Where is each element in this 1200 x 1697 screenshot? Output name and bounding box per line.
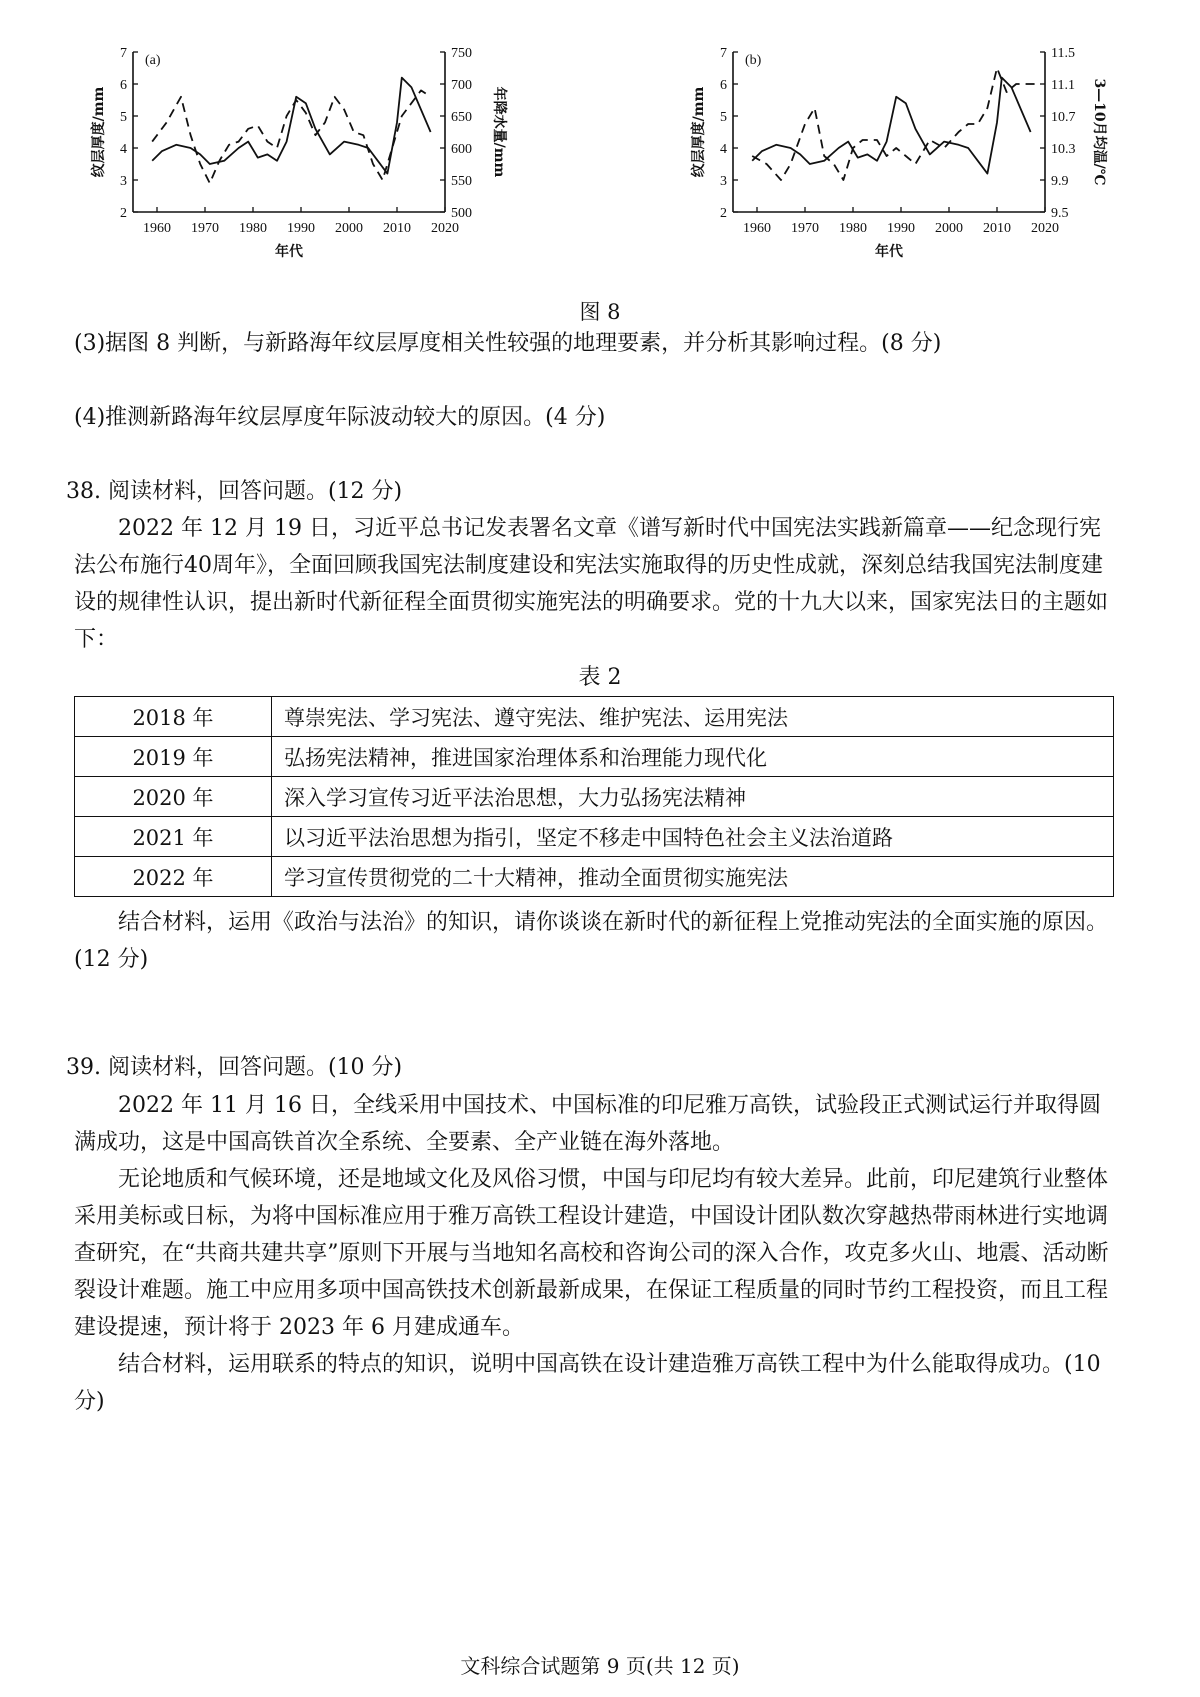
figure-caption: 图 8	[579, 300, 621, 324]
question-38-intro: 2022 年 12 月 19 日，习近平总书记发表署名文章《谱写新时代中国宪法实践新篇章——纪念现行宪法公布施行40周年》，全面回顾我国宪法制度建设和宪法实施取得的历史性成就，深刻总结我国宪法制度建设的规律性认识，提出新时代新征程全面贯彻实施宪法的明确要求。党的十九大以来，国家宪法日的主题如下：	[74, 516, 1109, 652]
table-cell-year: 2019 年	[75, 737, 272, 777]
y-tick-label-right: 11.5	[1051, 46, 1075, 61]
x-tick-label: 2000	[335, 221, 363, 236]
y-tick-label-right: 10.7	[1051, 110, 1076, 125]
constitution-day-themes-table	[74, 696, 1114, 897]
panel-label: (b)	[745, 53, 762, 68]
y-tick-label-left: 6	[120, 78, 127, 93]
y-tick-label-left: 4	[120, 142, 127, 157]
y-tick-label-left: 7	[720, 46, 727, 61]
y-tick-label-right: 650	[451, 110, 472, 125]
table-row	[75, 777, 1114, 817]
question-38-prompt: 结合材料，运用《政治与法治》的知识，请你谈谈在新时代的新征程上党推动宪法的全面实施的原因。(12 分)	[74, 910, 1109, 972]
y-axis-label-left: 纹层厚度/mm	[91, 86, 107, 178]
table-row	[75, 697, 1114, 737]
table-title: 表 2	[578, 665, 622, 690]
x-tick-label: 2020	[1031, 221, 1059, 236]
y-tick-label-right: 600	[451, 142, 472, 157]
question-4: (4)推测新路海年纹层厚度年际波动较大的原因。(4 分)	[74, 405, 606, 430]
question-38-heading: 38. 阅读材料，回答问题。(12 分)	[66, 479, 403, 504]
y-tick-label-left: 5	[120, 110, 127, 125]
y-tick-label-left: 7	[120, 46, 127, 61]
table-cell-theme: 深入学习宣传习近平法治思想，大力弘扬宪法精神	[272, 777, 1114, 817]
table-cell-theme: 弘扬宪法精神，推进国家治理体系和治理能力现代化	[272, 737, 1114, 777]
x-tick-label: 2020	[431, 221, 459, 236]
question-39-paragraph-1: 2022 年 11 月 16 日，全线采用中国技术、中国标准的印尼雅万高铁，试验段正式测试运行并取得圆满成功，这是中国高铁首次全系统、全要素、全产业链在海外落地。	[74, 1093, 1101, 1155]
y-tick-label-left: 2	[720, 206, 727, 221]
y-tick-label-right: 700	[451, 78, 472, 93]
x-axis-label: 年代	[875, 244, 903, 260]
y-tick-label-left: 2	[120, 206, 127, 221]
chart-a-svg	[0, 0, 600, 290]
question-39-paragraph-2: 无论地质和气候环境，还是地域文化及风俗习惯，中国与印尼均有较大差异。此前，印尼建筑行业整体采用美标或日标，为将中国标准应用于雅万高铁工程设计建造，中国设计团队数次穿越热带雨林进行实地调查研究，在“共商共建共享”原则下开展与当地知名高校和咨询公司的深入合作，攻克多火山、地震、活动断裂设计难题。施工中应用多项中国高铁技术创新最新成果，在保证工程质量的同时节约工程投资，而且工程建设提速，预计将于 2023 年 6 月建成通车。	[74, 1167, 1109, 1340]
x-tick-label: 1970	[791, 221, 819, 236]
x-tick-label: 1960	[143, 221, 171, 236]
table-row	[75, 817, 1114, 857]
question-3: (3)据图 8 判断，与新路海年纹层厚度相关性较强的地理要素，并分析其影响过程。(8 分)	[74, 331, 942, 356]
series-line-dashed	[752, 68, 1035, 180]
y-axis-label-left: 纹层厚度/mm	[691, 86, 707, 178]
table-cell-theme: 以习近平法治思想为指引，坚定不移走中国特色社会主义法治道路	[272, 817, 1114, 857]
question-39-prompt: 结合材料，运用联系的特点的知识，说明中国高铁在设计建造雅万高铁工程中为什么能取得成功。(10 分)	[74, 1352, 1101, 1414]
table-cell-year: 2020 年	[75, 777, 272, 817]
y-tick-label-right: 550	[451, 174, 472, 189]
x-tick-label: 2010	[383, 221, 411, 236]
x-tick-label: 1980	[239, 221, 267, 236]
x-axis-label: 年代	[275, 244, 303, 260]
page-footer: 文科综合试题第 9 页(共 12 页)	[460, 1654, 740, 1678]
series-line-solid	[752, 78, 1030, 174]
table-cell-theme: 学习宣传贯彻党的二十大精神，推动全面贯彻实施宪法	[272, 857, 1114, 897]
table-row	[75, 857, 1114, 897]
x-tick-label: 1990	[887, 221, 915, 236]
panel-label: (a)	[145, 53, 161, 68]
x-tick-label: 2000	[935, 221, 963, 236]
table-cell-year: 2018 年	[75, 697, 272, 737]
table-cell-year: 2022 年	[75, 857, 272, 897]
y-axis-label-right: 3—10月均温/℃	[1091, 78, 1107, 186]
x-tick-label: 1990	[287, 221, 315, 236]
y-tick-label-left: 4	[720, 142, 727, 157]
question-39-heading: 39. 阅读材料，回答问题。(10 分)	[66, 1055, 403, 1080]
table-cell-theme: 尊崇宪法、学习宪法、遵守宪法、维护宪法、运用宪法	[272, 697, 1114, 737]
y-tick-label-right: 9.5	[1051, 206, 1069, 221]
table-cell-year: 2021 年	[75, 817, 272, 857]
x-tick-label: 1980	[839, 221, 867, 236]
x-tick-label: 1970	[191, 221, 219, 236]
y-tick-label-right: 10.3	[1051, 142, 1076, 157]
y-tick-label-left: 3	[720, 174, 727, 189]
y-tick-label-right: 500	[451, 206, 472, 221]
chart-a	[0, 0, 600, 290]
chart-b-svg	[600, 0, 1200, 290]
y-axis-label-right: 年降水量/mm	[491, 86, 507, 178]
chart-b	[600, 0, 1200, 290]
y-tick-label-left: 3	[120, 174, 127, 189]
y-tick-label-right: 750	[451, 46, 472, 61]
x-tick-label: 1960	[743, 221, 771, 236]
x-tick-label: 2010	[983, 221, 1011, 236]
y-tick-label-right: 9.9	[1051, 174, 1069, 189]
y-tick-label-right: 11.1	[1051, 78, 1075, 93]
table-row	[75, 737, 1114, 777]
y-tick-label-left: 6	[720, 78, 727, 93]
y-tick-label-left: 5	[720, 110, 727, 125]
